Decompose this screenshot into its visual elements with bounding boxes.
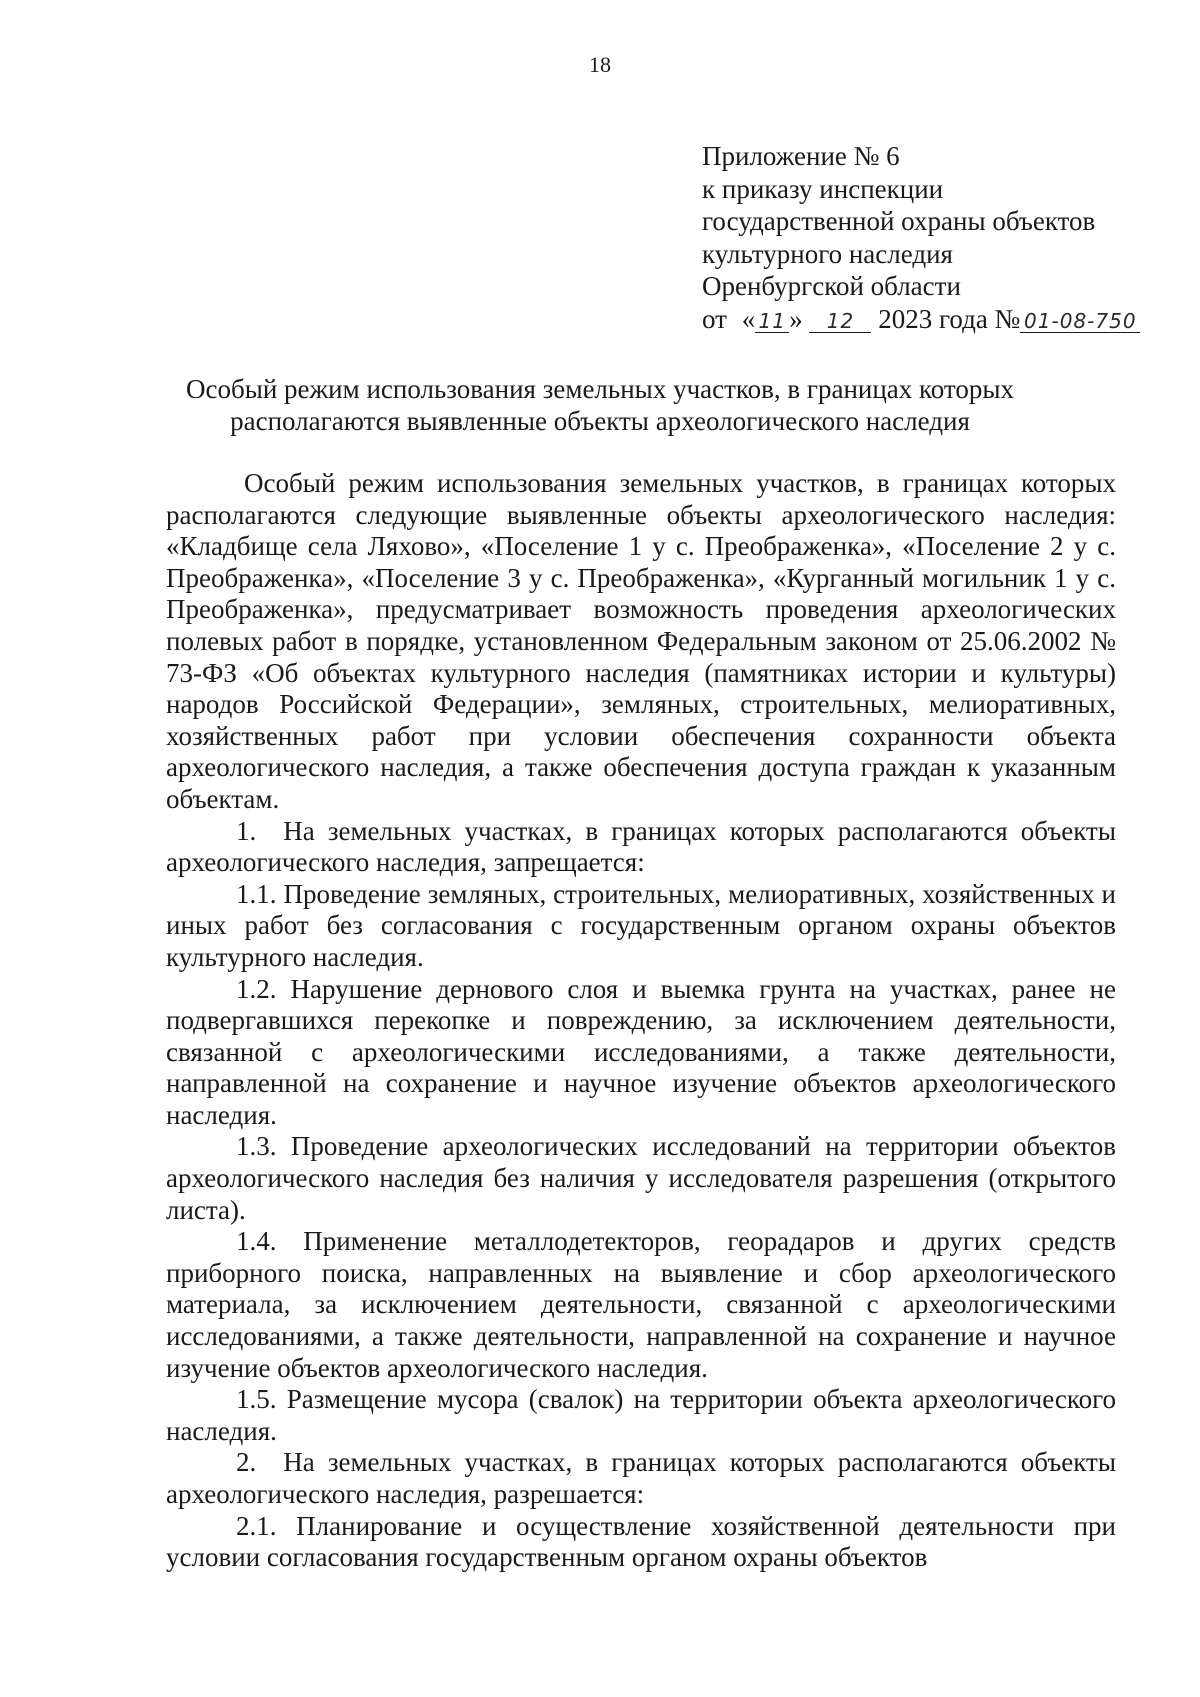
handwritten-order-number: 01-08-750 bbox=[1020, 310, 1140, 333]
day-close-quote: » bbox=[789, 303, 803, 334]
document-body bbox=[166, 468, 1116, 1574]
appendix-line: государственной охраны объектов bbox=[702, 206, 1096, 236]
section-1-3-paragraph: 1.3. Проведение археологических исследований на территории объектов археологического наследия без наличия у исследователя разрешения (открытого листа). bbox=[166, 1131, 1116, 1225]
title-line: Особый режим использования земельных участков, в границах которых bbox=[185, 374, 1015, 404]
date-prefix: от bbox=[702, 303, 727, 334]
page-number: 18 bbox=[589, 52, 611, 77]
title-line: располагаются выявленные объекты археологического наследия bbox=[230, 406, 970, 436]
section-1-paragraph: 1. На земельных участках, в границах которых располагаются объекты археологического наследия, запрещается: bbox=[166, 815, 1116, 878]
section-1-5-paragraph: 1.5. Размещение мусора (свалок) на территории объекта археологического наследия. bbox=[166, 1384, 1116, 1446]
day-open-quote: « bbox=[741, 303, 756, 334]
section-1-1-paragraph: 1.1. Проведение земляных, строительных, мелиоративных, хозяйственных и иных работ без согласования с государственным органом охраны объектов культурного наследия. bbox=[166, 878, 1116, 972]
appendix-block bbox=[702, 140, 1172, 335]
appendix-title: Приложение № 6 bbox=[702, 141, 900, 171]
year-text: 2023 года № bbox=[878, 303, 1021, 334]
handwritten-month: 12 bbox=[809, 310, 871, 333]
section-1-2-paragraph: 1.2. Нарушение дернового слоя и выемка грунта на участках, ранее не подвергавшихся перекопке и повреждению, за исключением деятельности, связанной с археологическими исследованиями, а также деятельности, направленной на сохранение и научное изучение объектов археологического наследия. bbox=[166, 973, 1116, 1130]
appendix-line: к приказу инспекции bbox=[702, 173, 944, 204]
section-1-4-paragraph: 1.4. Применение металлодетекторов, георадаров и других средств приборного поиска, направленных на выявление и сбор археологического материала, за исключением деятельности, связанной с археологическими исследованиями, а также деятельности, направленной на сохранение и научное изучение объектов археологического наследия. bbox=[166, 1226, 1116, 1383]
intro-paragraph: Особый режим использования земельных участков, в границах которых располагаются следующие выявленные объекты археологического наследия: «Кладбище села Ляхово», «Поселение 1 у с. Преображенка», «Поселение 2 у с. Преображенка», «Поселение 3 у с. Преображенка», «Курганный могильник 1 у с. Преображенка», предусматривает возможность проведения археологических полевых работ в порядке, установленном Федеральным законом от 25.06.2002 № 73-ФЗ «Об объектах культурного наследия (памятниках истории и культуры) народов Российской Федерации», земляных, строительных, мелиоративных, хозяйственных работ при условии обеспечения сохранности объекта археологического наследия, а также обеспечения доступа граждан к указанным объектам. bbox=[166, 468, 1116, 814]
appendix-line: Оренбургской области bbox=[702, 271, 961, 301]
order-date-line bbox=[702, 303, 1172, 336]
section-2-paragraph: 2. На земельных участках, в границах которых располагаются объекты археологического наследия, разрешается: bbox=[166, 1447, 1116, 1509]
handwritten-day: 11 bbox=[755, 310, 789, 333]
section-2-1-paragraph: 2.1. Планирование и осуществление хозяйственной деятельности при условии согласования государственным органом охраны объектов bbox=[166, 1510, 1116, 1573]
document-title bbox=[150, 373, 1050, 437]
appendix-line: культурного наследия bbox=[702, 238, 953, 269]
